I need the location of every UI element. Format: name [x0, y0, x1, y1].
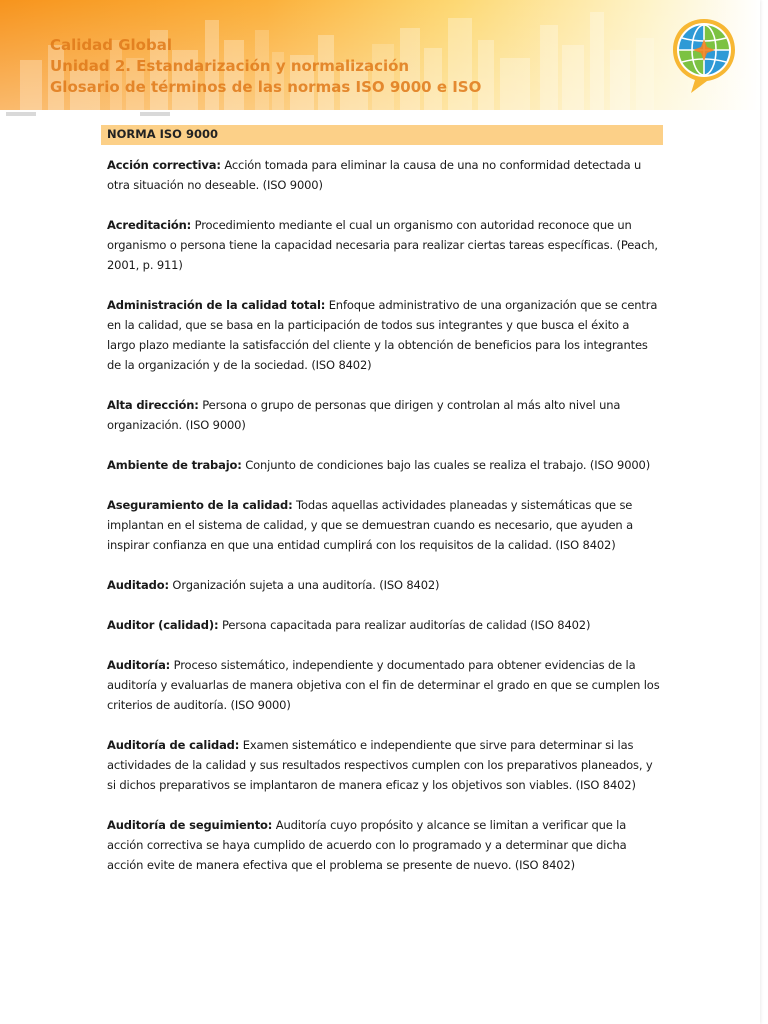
definition: Organización sujeta a una auditoría. (ISO 8402) [168, 578, 440, 592]
glossary-entry [107, 395, 660, 435]
glossary-entry [107, 215, 660, 275]
definition: Proceso sistemático, independiente y documentado para obtener evidencias de la auditoría y evaluarlas de manera objetiva con el fin de determinar el grado en que se cumplen los criterios de auditoría. (ISO 9000) [107, 658, 660, 712]
term: Auditoría de calidad: [107, 738, 240, 752]
globe-speech-bubble-logo-icon [671, 17, 737, 95]
definition: Acción tomada para eliminar la causa de una no conformidad detectada u otra situación no deseable. (ISO 9000) [107, 158, 642, 192]
glossary-entry [107, 735, 660, 795]
definition: Persona capacitada para realizar auditorías de calidad (ISO 8402) [218, 618, 591, 632]
glossary-entry [107, 575, 660, 595]
term: Administración de la calidad total: [107, 298, 326, 312]
term: Aseguramiento de la calidad: [107, 498, 293, 512]
term: Acción correctiva: [107, 158, 221, 172]
glossary-entry [107, 815, 660, 875]
definition: Persona o grupo de personas que dirigen y controlan al más alto nivel una organización. (ISO 9000) [107, 398, 621, 432]
course-name: Calidad Global [50, 36, 172, 54]
definition: Auditoría cuyo propósito y alcance se limitan a verificar que la acción correctiva se haya cumplido de acuerdo con lo programado y a determinar que dicha acción evite de manera efectiva que el problema se presente de nuevo. (ISO 8402) [107, 818, 627, 872]
definition: Enfoque administrativo de una organización que se centra en la calidad, que se basa en la participación de todos sus integrantes y que busca el éxito a largo plazo mediante la satisfacción del cliente y la obtención de beneficios para los integrantes de la organización y de la sociedad. (ISO 8402) [107, 298, 658, 372]
glossary-entry [107, 155, 660, 195]
term: Alta dirección: [107, 398, 199, 412]
term: Ambiente de trabajo: [107, 458, 242, 472]
term: Auditado: [107, 578, 169, 592]
section-header-bar [101, 125, 663, 145]
section-title: NORMA ISO 9000 [107, 127, 218, 141]
banner-title-block [50, 35, 481, 98]
term: Acreditación: [107, 218, 192, 232]
unit-title: Unidad 2. Estandarización y normalización [50, 57, 410, 75]
definition: Todas aquellas actividades planeadas y sistemáticas que se implantan en el sistema de calidad, y que se demuestran cuando es necesario, que ayuden a inspirar confianza en que una entidad cumplirá con los requisitos de la calidad. (ISO 8402) [107, 498, 633, 552]
glossary-entry [107, 495, 660, 555]
definition: Conjunto de condiciones bajo las cuales se realiza el trabajo. (ISO 9000) [241, 458, 651, 472]
header-banner [0, 0, 760, 116]
definition: Examen sistemático e independiente que sirve para determinar si las actividades de la calidad y sus resultados respectivos cumplen con los preparativos planeados, y si dichos preparativos se implantaron de manera eficaz y los objetivos son viables. (ISO 8402) [107, 738, 653, 792]
term: Auditor (calidad): [107, 618, 219, 632]
term: Auditoría: [107, 658, 171, 672]
glossary-entry [107, 455, 660, 475]
glossary-list [107, 155, 660, 895]
glossary-entry [107, 615, 660, 635]
term: Auditoría de seguimiento: [107, 818, 273, 832]
definition: Procedimiento mediante el cual un organismo con autoridad reconoce que un organismo o persona tiene la capacidad necesaria para realizar ciertas tareas específicas. (Peach, 2001, p. 911) [107, 218, 658, 272]
glossary-entry [107, 295, 660, 375]
glossary-title: Glosario de términos de las normas ISO 9000 e ISO [50, 78, 482, 96]
glossary-entry [107, 655, 660, 715]
